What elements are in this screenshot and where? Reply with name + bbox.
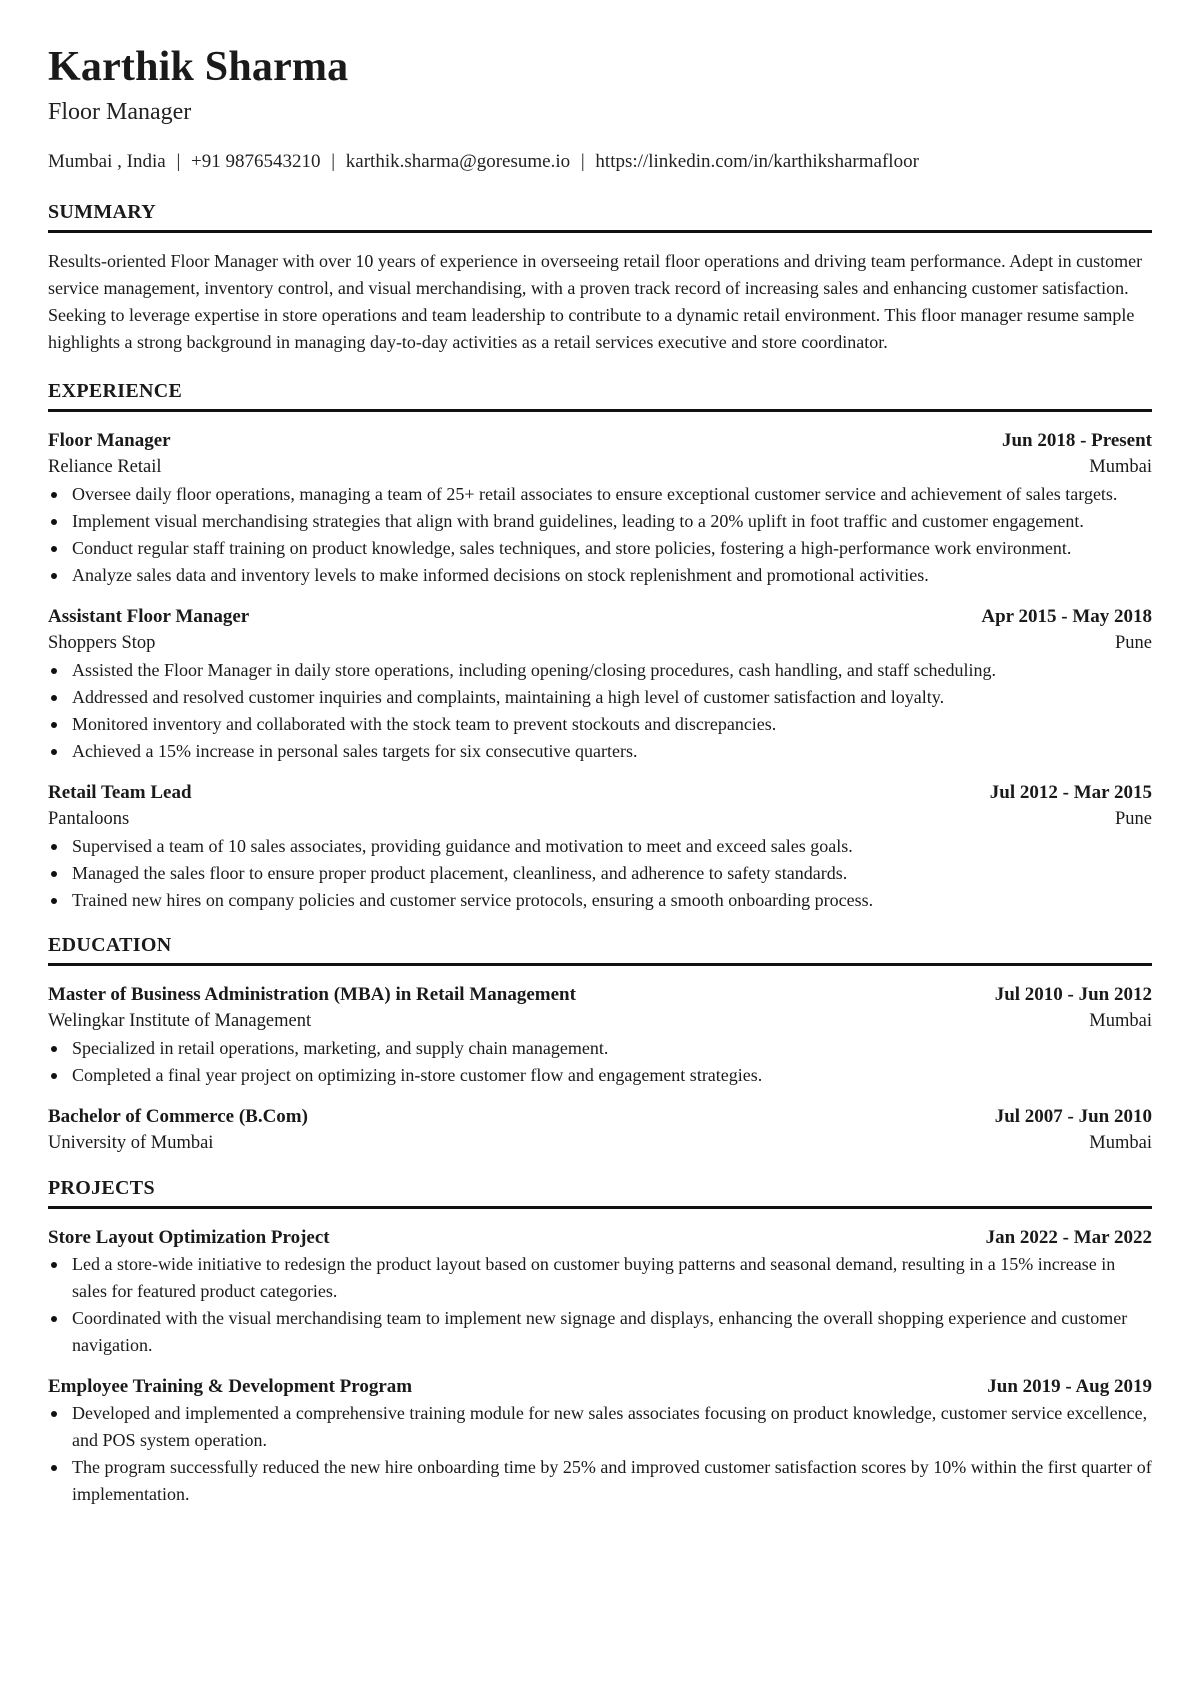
projects-section — [48, 1177, 1152, 1508]
job-dates: Apr 2015 - May 2018 — [981, 605, 1152, 627]
experience-entry — [48, 603, 1152, 765]
job-location: Pune — [1115, 808, 1152, 829]
entry-header-row — [48, 1103, 1152, 1130]
job-title: Floor Manager — [48, 429, 171, 451]
bullet-item: Trained new hires on company policies and customer service protocols, ensuring a smooth onboarding process. — [48, 887, 1152, 914]
entry-header-row — [48, 603, 1152, 630]
job-dates: Jul 2012 - Mar 2015 — [989, 781, 1152, 803]
job-bullets — [48, 833, 1152, 914]
bullet-item: Analyze sales data and inventory levels to make informed decisions on stock replenishment and promotional activities. — [48, 562, 1152, 589]
degree-title: Master of Business Administration (MBA) in Retail Management — [48, 983, 576, 1005]
experience-section — [48, 380, 1152, 914]
company-name: Pantaloons — [48, 808, 130, 829]
job-title: Retail Team Lead — [48, 781, 192, 803]
company-name: Reliance Retail — [48, 456, 162, 477]
bullet-item: The program successfully reduced the new hire onboarding time by 25% and improved customer satisfaction scores by 10% within the first quarter of implementation. — [48, 1454, 1152, 1508]
education-bullets — [48, 1035, 1152, 1089]
education-dates: Jul 2007 - Jun 2010 — [994, 1105, 1152, 1127]
entry-header-row — [48, 981, 1152, 1008]
entry-header-row — [48, 1224, 1152, 1251]
entry-sub-row — [48, 630, 1152, 657]
contact-separator: | — [331, 150, 336, 172]
job-dates: Jun 2018 - Present — [1001, 429, 1152, 451]
section-title-education: EDUCATION — [48, 934, 1152, 966]
education-location: Mumbai — [1089, 1010, 1152, 1031]
bullet-item: Conduct regular staff training on product knowledge, sales techniques, and store policies, fostering a high-performance work environment. — [48, 535, 1152, 562]
bullet-item: Completed a final year project on optimizing in-store customer flow and engagement strategies. — [48, 1062, 1152, 1089]
bullet-item: Developed and implemented a comprehensive training module for new sales associates focusing on product knowledge, customer service excellence, and POS system operation. — [48, 1400, 1152, 1454]
contact-separator: | — [176, 150, 181, 172]
bullet-item: Assisted the Floor Manager in daily store operations, including opening/closing procedures, cash handling, and staff scheduling. — [48, 657, 1152, 684]
bullet-item: Supervised a team of 10 sales associates, providing guidance and motivation to meet and exceed sales goals. — [48, 833, 1152, 860]
job-title: Assistant Floor Manager — [48, 605, 250, 627]
candidate-headline: Floor Manager — [48, 99, 192, 126]
job-location: Pune — [1115, 632, 1152, 653]
education-dates: Jul 2010 - Jun 2012 — [994, 983, 1152, 1005]
institution-name: University of Mumbai — [48, 1132, 214, 1153]
bullet-item: Implement visual merchandising strategies that align with brand guidelines, leading to a 20% uplift in foot traffic and customer engagement. — [48, 508, 1152, 535]
summary-section — [48, 201, 1152, 356]
section-title-projects: PROJECTS — [48, 1177, 1152, 1209]
job-location: Mumbai — [1089, 456, 1152, 477]
project-dates: Jan 2022 - Mar 2022 — [985, 1226, 1152, 1248]
section-title-summary: SUMMARY — [48, 201, 1152, 233]
candidate-name: Karthik Sharma — [48, 44, 349, 90]
job-bullets — [48, 481, 1152, 589]
degree-title: Bachelor of Commerce (B.Com) — [48, 1105, 308, 1127]
entry-sub-row — [48, 454, 1152, 481]
entry-sub-row — [48, 1008, 1152, 1035]
section-title-experience: EXPERIENCE — [48, 380, 1152, 412]
institution-name: Welingkar Institute of Management — [48, 1010, 312, 1031]
project-dates: Jun 2019 - Aug 2019 — [987, 1375, 1152, 1397]
bullet-item: Managed the sales floor to ensure proper product placement, cleanliness, and adherence to safety standards. — [48, 860, 1152, 887]
bullet-item: Coordinated with the visual merchandising team to implement new signage and displays, enhancing the overall shopping experience and customer navigation. — [48, 1305, 1152, 1359]
contact-line — [48, 151, 1152, 173]
experience-entry — [48, 779, 1152, 914]
project-bullets — [48, 1251, 1152, 1359]
bullet-item: Oversee daily floor operations, managing a team of 25+ retail associates to ensure exceptional customer service and achievement of sales targets. — [48, 481, 1152, 508]
project-entry — [48, 1224, 1152, 1359]
entry-header-row — [48, 1373, 1152, 1400]
company-name: Shoppers Stop — [48, 632, 156, 653]
bullet-item: Led a store-wide initiative to redesign the product layout based on customer buying patterns and seasonal demand, resulting in a 15% increase in sales for featured product categories. — [48, 1251, 1152, 1305]
contact-email: karthik.sharma@goresume.io — [345, 150, 571, 172]
contact-phone: +91 9876543210 — [191, 150, 321, 172]
education-section — [48, 934, 1152, 1157]
bullet-item: Specialized in retail operations, marketing, and supply chain management. — [48, 1035, 1152, 1062]
bullet-item: Monitored inventory and collaborated with the stock team to prevent stockouts and discrepancies. — [48, 711, 1152, 738]
project-title: Employee Training & Development Program — [48, 1375, 413, 1397]
entry-sub-row — [48, 1130, 1152, 1157]
contact-location: Mumbai , India — [48, 150, 166, 172]
entry-sub-row — [48, 806, 1152, 833]
project-entry — [48, 1373, 1152, 1508]
entry-header-row — [48, 779, 1152, 806]
contact-separator: | — [580, 150, 585, 172]
bullet-item: Addressed and resolved customer inquiries and complaints, maintaining a high level of customer satisfaction and loyalty. — [48, 684, 1152, 711]
education-location: Mumbai — [1089, 1132, 1152, 1153]
contact-linkedin: https://linkedin.com/in/karthiksharmafloor — [595, 150, 919, 172]
bullet-item: Achieved a 15% increase in personal sales targets for six consecutive quarters. — [48, 738, 1152, 765]
entry-header-row — [48, 427, 1152, 454]
project-title: Store Layout Optimization Project — [48, 1226, 330, 1248]
resume-header — [48, 44, 1152, 173]
education-entry — [48, 1103, 1152, 1157]
education-entry — [48, 981, 1152, 1089]
summary-text: Results-oriented Floor Manager with over 10 years of experience in overseeing retail floor operations and driving team performance. Adept in customer service management, inventory control, and visual merchandising, with a proven track record of increasing sales and enhancing customer satisfaction. Seeking to leverage expertise in store operations and team leadership to contribute to a dynamic retail environment. This floor manager resume sample highlights a strong background in managing day-to-day activities as a retail services executive and store coordinator. — [48, 250, 1143, 352]
experience-entry — [48, 427, 1152, 589]
project-bullets — [48, 1400, 1152, 1508]
job-bullets — [48, 657, 1152, 765]
